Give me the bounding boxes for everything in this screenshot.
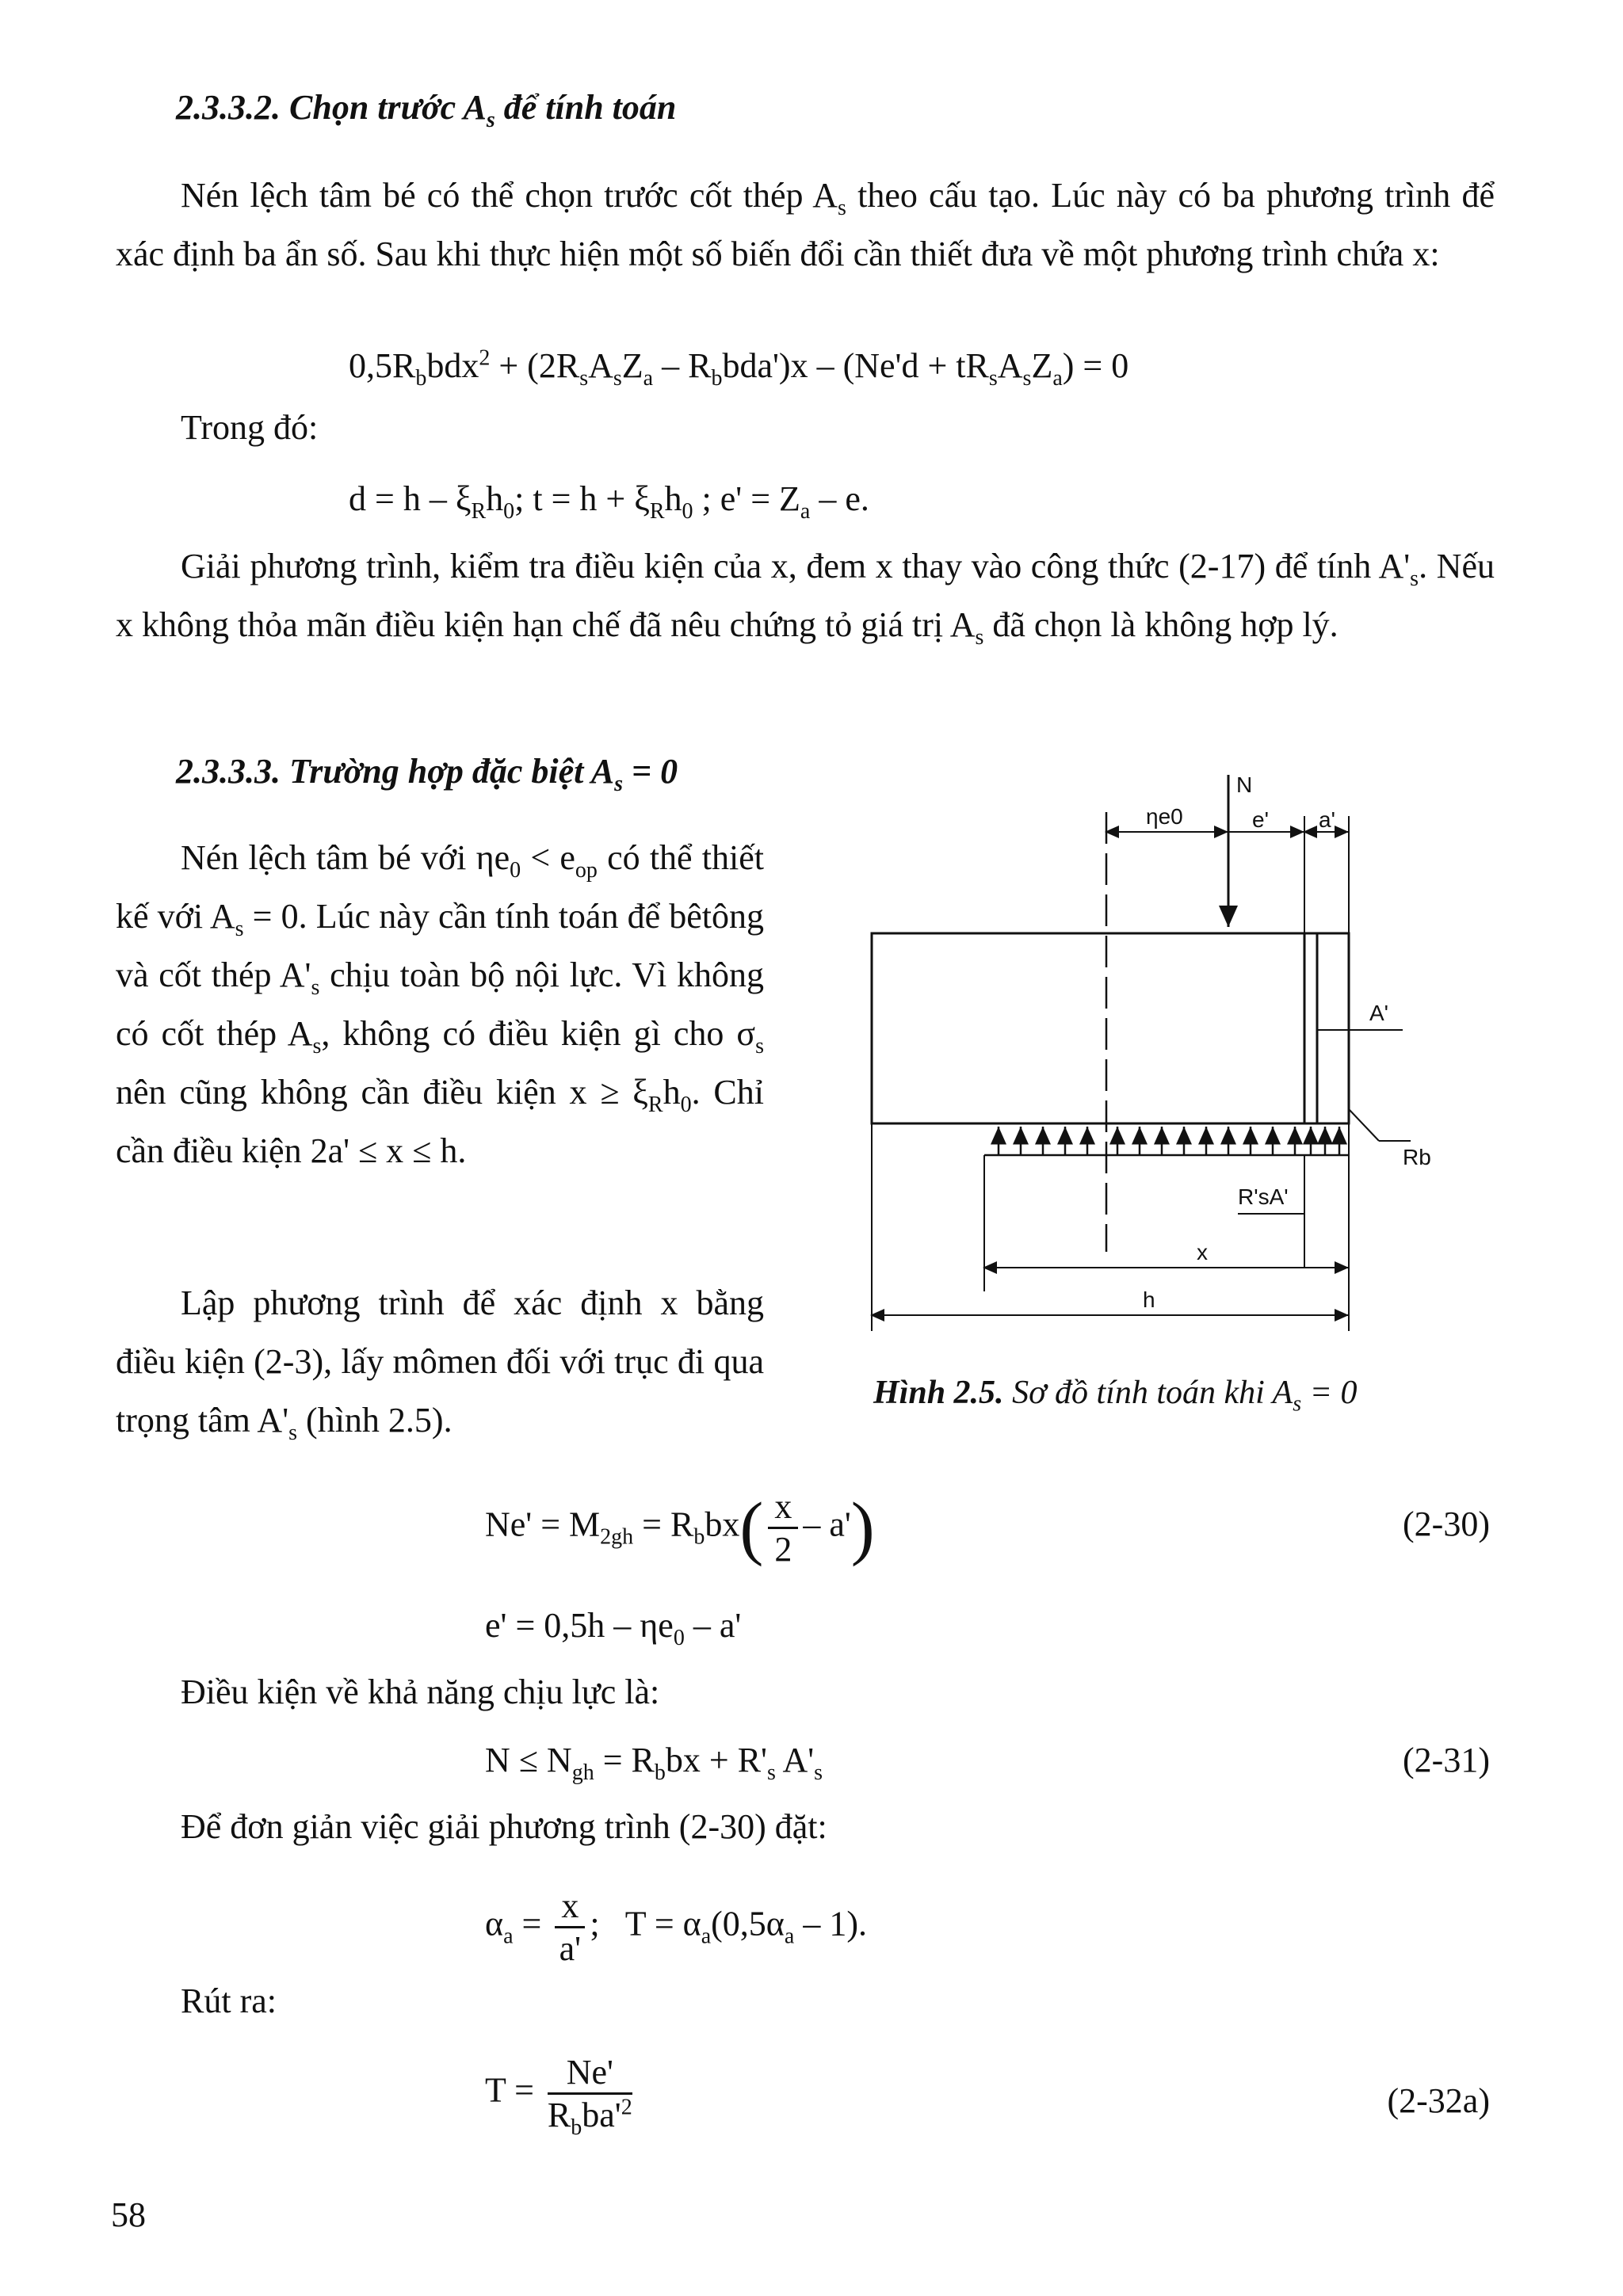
- label-rb: Rb: [1403, 1145, 1431, 1169]
- paragraph-2333-1: Nén lệch tâm bé với $\eta e_0 < e_{op}$ có thể thiết kế với $A_s = 0$. Lúc này cần tính toán để bêtông và cốt thép $A'_s$ chịu toàn bộ nội lực. Vì không có cốt thép $A_s$, không có điều kiện gì cho $\sigma_s$ nên cũng không cần điều kiện $x \ge \xi_Rh_0$. Chỉ cần điều kiện 2a' ≤ x ≤ h.: [116, 838, 765, 1170]
- trong-do-label: Trong đó:: [181, 408, 319, 447]
- label-A-prime: A': [1369, 1001, 1389, 1025]
- label-x: x: [1197, 1240, 1208, 1264]
- text-don-gian: Để đơn giản việc giải phương trình (2-30) đặt:: [181, 1807, 827, 1846]
- label-n: N: [1236, 772, 1253, 797]
- label-e-prime: e': [1252, 807, 1269, 832]
- section-heading-2333: 2.3.3.3. Trường hợp đặc biệt $A_s = 0$: [176, 752, 678, 796]
- cross-section: [872, 933, 1349, 1123]
- equation-2-30-number: (2-30): [1403, 1505, 1490, 1543]
- label-a-prime: a': [1319, 807, 1335, 832]
- text-kha-nang: Điều kiện về khả năng chịu lực là:: [181, 1672, 660, 1711]
- equation-2-32a: T = $\frac{Ne'}{R_bba'^2}$: [485, 2053, 632, 2140]
- label-h: h: [1143, 1287, 1155, 1312]
- equation-2-32a-number: (2-32a): [1387, 2081, 1490, 2120]
- caption-bold: Hình 2.5.: [873, 1375, 1004, 1411]
- stress-block: [999, 1127, 1339, 1155]
- label-rs-a: R'sA': [1238, 1184, 1289, 1209]
- paragraph-2332-2: Giải phương trình, kiểm tra điều kiện của x, đem x thay vào công thức (2-17) để tính $A'_s$. Nếu x không thỏa mãn điều kiện hạn chế đã nêu chứng tỏ giá trị $A_s$ đã chọn là không hợp lý.: [116, 547, 1495, 650]
- figure-caption: Hình 2.5. Sơ đồ tính toán khi $A_s = 0$: [873, 1375, 1358, 1417]
- equation-e-prime: $e' = 0,5h - \eta e_0 - a'$: [485, 1606, 742, 1650]
- equation-2-31-number: (2-31): [1403, 1741, 1490, 1779]
- text-rut-ra: Rút ra:: [181, 1981, 277, 2020]
- equation-2-30: $Ne' = M_{2gh} = R_bbx$( $\frac{x}{2}$ – a'): [485, 1487, 875, 1569]
- equation-quadratic: $0,5R_bbdx^2 + (2R_sA_sZ_a - R_bbda')x - (Ne'd + tR_sA_sZ_a) = 0$: [349, 345, 1129, 391]
- equation-definitions: $d = h - \xi_Rh_0$; $t = h + \xi_Rh_0$ ; $e' = Z_a - e$.: [349, 479, 869, 524]
- equation-alpha: $\alpha_a$ = $\frac{x}{a'}$ ; $T = \alpha_a(0,5\alpha_a - 1)$.: [485, 1886, 867, 1968]
- equation-2-31: $N \le N_{gh} = R_bbx + R'_s$ $A'_s$: [485, 1741, 823, 1785]
- paragraph-2332-1: Nén lệch tâm bé có thể chọn trước cốt thép $A_s$ theo cấu tạo. Lúc này có ba phương trình để xác định ba ẩn số. Sau khi thực hiện một số biến đổi cần thiết đưa về một phương trình chứa x:: [116, 176, 1495, 273]
- figure-2-5-diagram: [856, 761, 1431, 1363]
- section-heading-2332: 2.3.3.2. Chọn trước $A_s$ để tính toán: [176, 88, 677, 132]
- label-eta-e0: ηe0: [1146, 804, 1183, 829]
- paragraph-2333-2: Lập phương trình để xác định x bằng điều kiện (2-3), lấy mômen đối với trục đi qua trọng tâm $A'_s$ (hình 2.5).: [116, 1283, 764, 1445]
- page-number: 58: [111, 2195, 146, 2234]
